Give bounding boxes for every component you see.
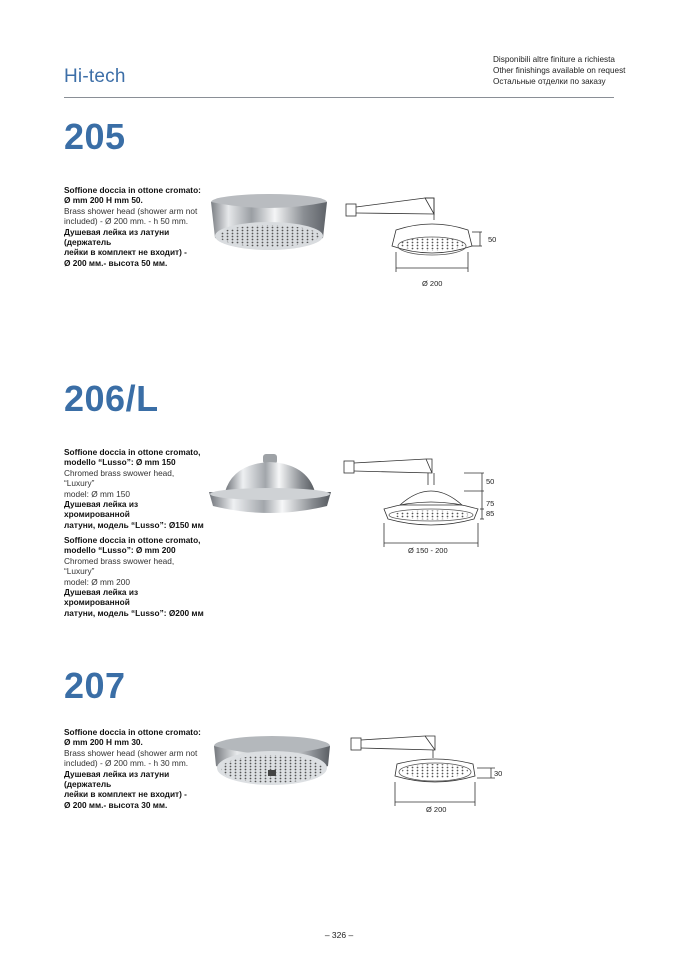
shower-head-206l-photo — [203, 450, 337, 522]
dim-height-bot-206l: 85 — [486, 509, 495, 518]
product-description-206l-150: Soffione doccia in ottone cromato, modello “Lusso”: Ø mm 150 Chromed brass swower head, “Luxury” model: Ø mm 150 Душевая лейка из хромированной латуни, модель “Lusso”: Ø150 мм — [64, 447, 204, 530]
product-code-205: 205 — [64, 116, 126, 157]
header-divider — [64, 97, 614, 98]
dim-diameter-207: Ø 200 — [426, 805, 447, 814]
product-description-205: Soffione doccia in ottone cromato: Ø mm 200 H mm 50. Brass shower head (shower arm not included) - Ø 200 mm. - h 50 mm. Душевая лейка из латуни (держатель лейки в комплект не входит) - Ø 200 мм.- высота 50 мм. — [64, 185, 201, 268]
shower-head-205-photo — [205, 190, 333, 260]
product-code-206l: 206/L — [64, 378, 159, 419]
dim-height-top-206l: 50 — [486, 477, 495, 486]
note-line-ru: Остальные отделки по заказу — [493, 77, 606, 86]
technical-drawing-206l — [340, 455, 500, 555]
shower-head-207-photo — [208, 732, 336, 798]
dim-diameter-205: Ø 200 — [422, 279, 443, 288]
product-code-207: 207 — [64, 665, 126, 706]
technical-drawing-205 — [340, 190, 500, 290]
finishes-note — [493, 54, 625, 87]
technical-drawing-207 — [345, 730, 505, 820]
note-line-it: Disponibili altre finiture a richiesta — [493, 55, 615, 64]
dim-height-207: 30 — [494, 769, 503, 778]
section-title: Hi-tech — [64, 66, 126, 87]
note-line-en: Other finishings available on request — [493, 66, 626, 75]
dim-height-205: 50 — [488, 235, 497, 244]
product-description-207: Soffione doccia in ottone cromato: Ø mm 200 H mm 30. Brass shower head (shower arm not included) - Ø 200 mm. - h 30 mm. Душевая лейка из латуни (держатель лейки в комплект не входит) - Ø 200 мм.- высота 30 мм. — [64, 727, 201, 810]
dim-height-mid-206l: 75 — [486, 499, 495, 508]
dim-diameter-206l: Ø 150 - 200 — [408, 546, 448, 555]
page-number: – 326 – — [324, 930, 354, 940]
product-description-206l-200: Soffione doccia in ottone cromato, modello “Lusso”: Ø mm 200 Chromed brass swower head, “Luxury” model: Ø mm 200 Душевая лейка из хромированной латуни, модель “Lusso”: Ø200 мм — [64, 535, 204, 618]
